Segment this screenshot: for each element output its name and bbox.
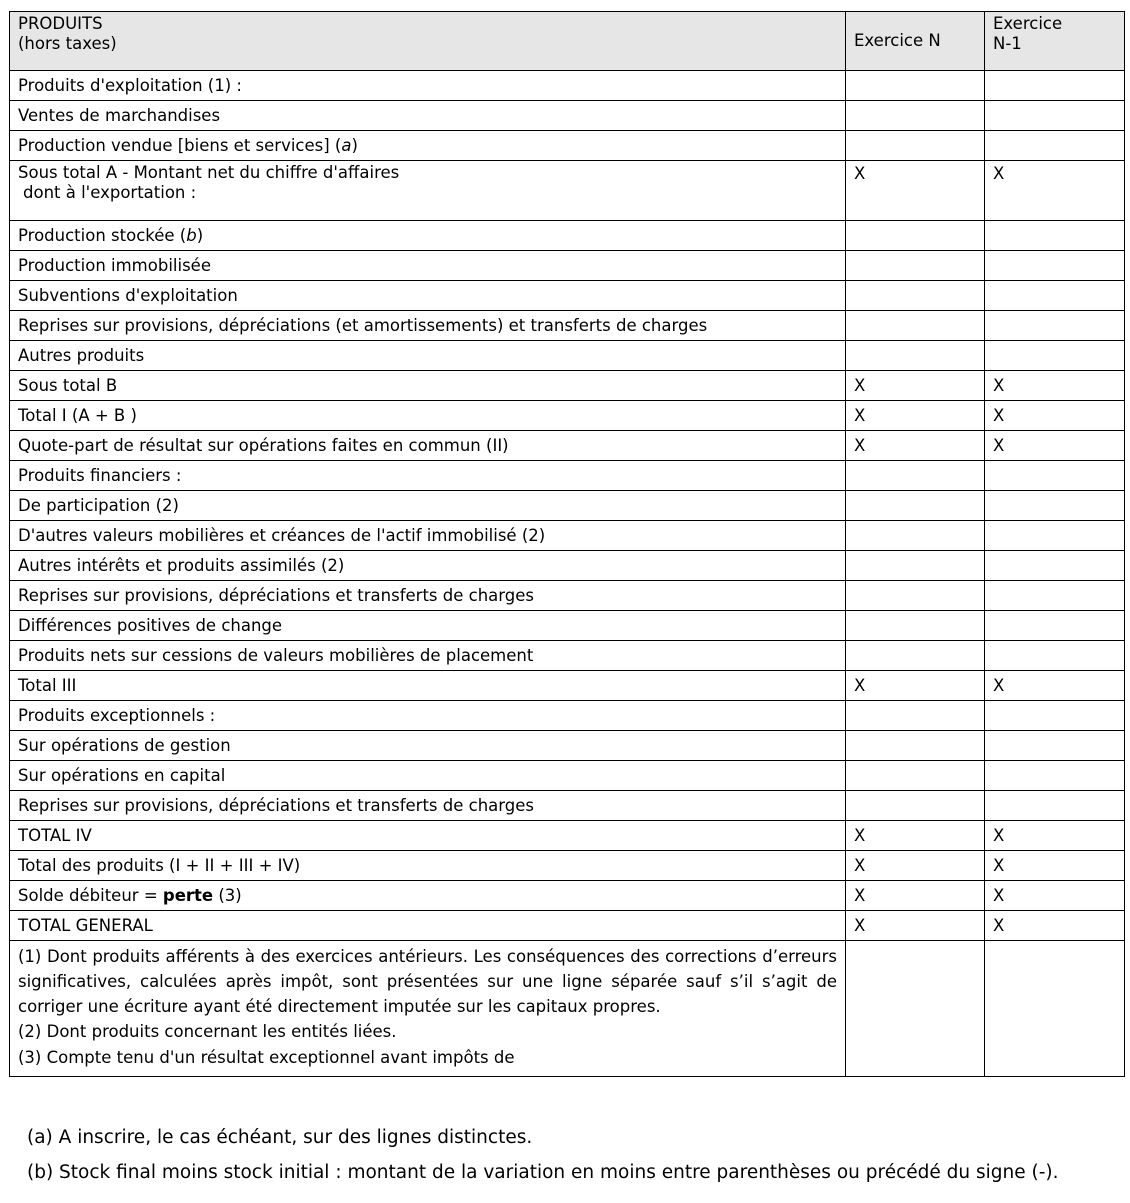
- table-row: [10, 611, 1125, 641]
- cell-exercice-n: [846, 221, 985, 251]
- table-row: [10, 431, 1125, 461]
- row-label-text: Production stockée (: [18, 225, 187, 245]
- table-row: [10, 581, 1125, 611]
- row-label: [10, 161, 846, 221]
- row-label-text: Solde débiteur =: [18, 885, 163, 905]
- table-row: [10, 641, 1125, 671]
- cell-exercice-n1: [985, 551, 1125, 581]
- header-produits-title: PRODUITS: [18, 14, 103, 33]
- table-row: [10, 311, 1125, 341]
- cell-exercice-n1: X: [985, 431, 1125, 461]
- row-label: Sur opérations en capital: [10, 761, 846, 791]
- cell-exercice-n: X: [846, 371, 985, 401]
- header-produits-subtitle: (hors taxes): [18, 34, 117, 53]
- header-exercice-n1-line2: N-1: [993, 34, 1022, 53]
- cell-exercice-n1: [985, 281, 1125, 311]
- row-label: Produits financiers :: [10, 461, 846, 491]
- cell-exercice-n: [846, 311, 985, 341]
- table-row: [10, 371, 1125, 401]
- row-label-italic: a: [341, 135, 352, 155]
- cell-exercice-n: [846, 461, 985, 491]
- table-row: [10, 911, 1125, 941]
- cell-exercice-n1: [985, 461, 1125, 491]
- table-row: [10, 161, 1125, 221]
- table-body: [10, 71, 1125, 941]
- cell-exercice-n: [846, 281, 985, 311]
- cell-exercice-n1: [985, 71, 1125, 101]
- footnote-b: (b) Stock final moins stock initial : montant de la variation en moins entre parenthèses ou précédé du signe (-).: [27, 1162, 1059, 1183]
- cell-exercice-n1: [985, 311, 1125, 341]
- row-label: TOTAL GENERAL: [10, 911, 846, 941]
- row-label-text-end: (3): [213, 885, 242, 905]
- row-label: Reprises sur provisions, dépréciations (et amortissements) et transferts de charges: [10, 311, 846, 341]
- cell-exercice-n1: X: [985, 821, 1125, 851]
- cell-exercice-n1: X: [985, 161, 1125, 221]
- cell-exercice-n: [846, 791, 985, 821]
- table-row: [10, 491, 1125, 521]
- cell-exercice-n1: [985, 701, 1125, 731]
- table-row: [10, 101, 1125, 131]
- table-row: [10, 821, 1125, 851]
- footnotes: [27, 1120, 1058, 1190]
- cell-exercice-n1: [985, 521, 1125, 551]
- cell-exercice-n1: [985, 251, 1125, 281]
- cell-exercice-n: X: [846, 881, 985, 911]
- row-label: Total III: [10, 671, 846, 701]
- row-label: Total I (A + B ): [10, 401, 846, 431]
- cell-exercice-n1: X: [985, 881, 1125, 911]
- cell-exercice-n: X: [846, 911, 985, 941]
- header-exercice-n1-line1: Exercice: [993, 14, 1063, 33]
- table-row: [10, 461, 1125, 491]
- cell-exercice-n: [846, 491, 985, 521]
- table-row: [10, 761, 1125, 791]
- cell-exercice-n1: [985, 731, 1125, 761]
- cell-exercice-n: [846, 611, 985, 641]
- header-exercice-n1: [985, 12, 1125, 71]
- cell-exercice-n: [846, 731, 985, 761]
- note-1: (1) Dont produits afférents à des exercices antérieurs. Les conséquences des corrections d’erreurs significatives, calculées après impôt, sont présentées sur une ligne séparée sauf s’il s’agit de corriger une écriture ayant été directement imputée sur les capitaux propres.: [18, 947, 837, 1016]
- cell-exercice-n1: [985, 131, 1125, 161]
- table-row: [10, 551, 1125, 581]
- cell-exercice-n: X: [846, 401, 985, 431]
- table-row: [10, 401, 1125, 431]
- cell-exercice-n: [846, 71, 985, 101]
- cell-exercice-n1: X: [985, 401, 1125, 431]
- row-label-text-end: ): [351, 135, 358, 155]
- cell-exercice-n: X: [846, 431, 985, 461]
- row-label: Différences positives de change: [10, 611, 846, 641]
- cell-exercice-n1: [985, 791, 1125, 821]
- cell-exercice-n1: [985, 491, 1125, 521]
- table-row: [10, 71, 1125, 101]
- row-label: Produits nets sur cessions de valeurs mobilières de placement: [10, 641, 846, 671]
- cell-exercice-n1: X: [985, 851, 1125, 881]
- table-row: [10, 671, 1125, 701]
- cell-exercice-n1: [985, 221, 1125, 251]
- cell-exercice-n: [846, 701, 985, 731]
- table-row: [10, 251, 1125, 281]
- row-label-text-end: ): [196, 225, 204, 245]
- cell-exercice-n: [846, 551, 985, 581]
- cell-exercice-n: [846, 341, 985, 371]
- cell-exercice-n: [846, 521, 985, 551]
- notes-row: [10, 941, 1125, 1077]
- row-label: Autres produits: [10, 341, 846, 371]
- table-row: [10, 881, 1125, 911]
- cell-exercice-n1: [985, 761, 1125, 791]
- row-label-text: Production vendue [biens et services] (: [18, 135, 342, 155]
- row-label: Sous total B: [10, 371, 846, 401]
- header-exercice-n: Exercice N: [846, 12, 985, 71]
- cell-exercice-n1: X: [985, 671, 1125, 701]
- table-row: [10, 521, 1125, 551]
- cell-exercice-n: X: [846, 821, 985, 851]
- header-produits: [10, 12, 846, 71]
- row-label: De participation (2): [10, 491, 846, 521]
- table-row: [10, 131, 1125, 161]
- footnote-a: (a) A inscrire, le cas échéant, sur des lignes distinctes.: [27, 1127, 533, 1148]
- cell-exercice-n: X: [846, 671, 985, 701]
- cell-exercice-n1: X: [985, 371, 1125, 401]
- cell-exercice-n: [846, 761, 985, 791]
- row-label: Subventions d'exploitation: [10, 281, 846, 311]
- row-label: Quote-part de résultat sur opérations faites en commun (II): [10, 431, 846, 461]
- cell-exercice-n1: [985, 641, 1125, 671]
- table-row: [10, 731, 1125, 761]
- produits-table: [9, 11, 1125, 1077]
- cell-exercice-n: [846, 581, 985, 611]
- row-label: Ventes de marchandises: [10, 101, 846, 131]
- cell-exercice-n: X: [846, 161, 985, 221]
- notes-cell-n1: [985, 941, 1125, 1077]
- row-label-bold: perte: [162, 885, 214, 905]
- row-label: D'autres valeurs mobilières et créances de l'actif immobilisé (2): [10, 521, 846, 551]
- cell-exercice-n: X: [846, 851, 985, 881]
- table-row: [10, 701, 1125, 731]
- cell-exercice-n1: [985, 101, 1125, 131]
- cell-exercice-n1: [985, 341, 1125, 371]
- row-label: [10, 221, 846, 251]
- cell-exercice-n1: X: [985, 911, 1125, 941]
- row-label-line2: dont à l'exportation :: [23, 183, 197, 202]
- row-label: TOTAL IV: [10, 821, 846, 851]
- row-label: Reprises sur provisions, dépréciations et transferts de charges: [10, 791, 846, 821]
- note-3: (3) Compte tenu d'un résultat exceptionnel avant impôts de: [18, 1048, 515, 1067]
- notes-cell-n: [846, 941, 985, 1077]
- row-label: Reprises sur provisions, dépréciations et transferts de charges: [10, 581, 846, 611]
- notes-cell: [10, 941, 846, 1077]
- row-label: Produits d'exploitation (1) :: [10, 71, 846, 101]
- row-label: Total des produits (I + II + III + IV): [10, 851, 846, 881]
- table-row: [10, 851, 1125, 881]
- cell-exercice-n: [846, 101, 985, 131]
- cell-exercice-n1: [985, 611, 1125, 641]
- note-2: (2) Dont produits concernant les entités liées.: [18, 1022, 397, 1041]
- table-row: [10, 791, 1125, 821]
- table-row: [10, 221, 1125, 251]
- table-row: [10, 341, 1125, 371]
- row-label-italic: b: [186, 225, 197, 245]
- cell-exercice-n: [846, 251, 985, 281]
- row-label: Autres intérêts et produits assimilés (2): [10, 551, 846, 581]
- header-row: [10, 12, 1125, 71]
- cell-exercice-n: [846, 641, 985, 671]
- row-label: Production immobilisée: [10, 251, 846, 281]
- row-label: [10, 131, 846, 161]
- row-label: Produits exceptionnels :: [10, 701, 846, 731]
- row-label: [10, 881, 846, 911]
- cell-exercice-n: [846, 131, 985, 161]
- cell-exercice-n1: [985, 581, 1125, 611]
- table-row: [10, 281, 1125, 311]
- row-label: Sur opérations de gestion: [10, 731, 846, 761]
- row-label-line1: Sous total A - Montant net du chiffre d'affaires: [18, 163, 400, 182]
